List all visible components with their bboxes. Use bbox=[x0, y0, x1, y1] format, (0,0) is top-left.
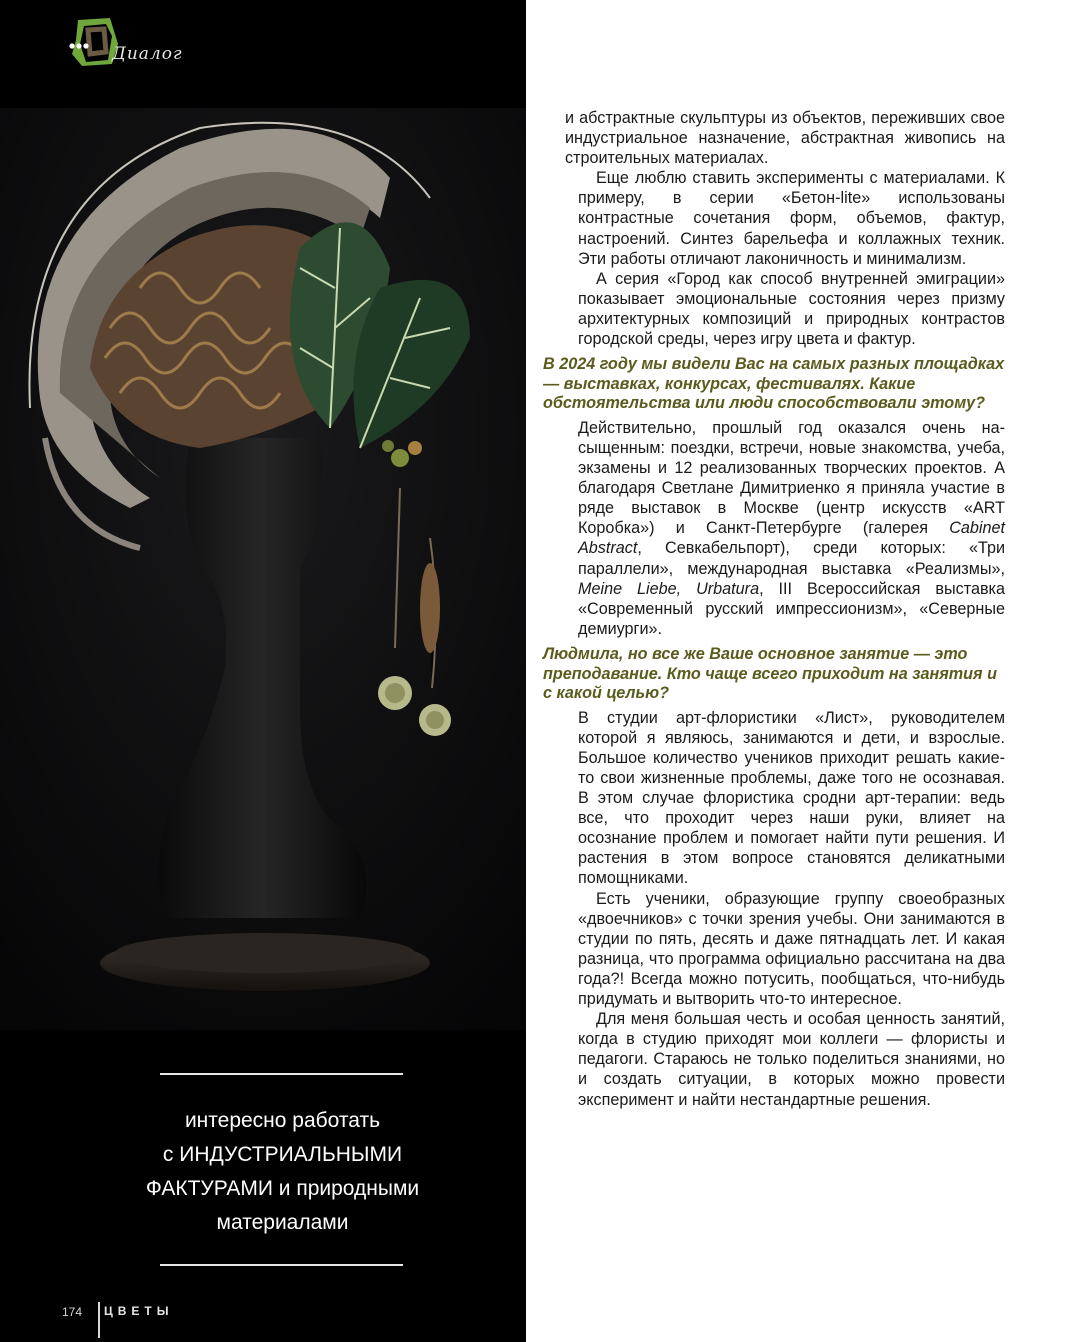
magazine-name: ЦВЕТЫ bbox=[104, 1304, 174, 1318]
caption-bottom-rule bbox=[160, 1264, 403, 1266]
footer-divider bbox=[98, 1302, 100, 1338]
headpiece-photo bbox=[0, 108, 526, 1030]
section-logo bbox=[66, 14, 206, 70]
pull-quote-line: ФАКТУРАМИ и природными bbox=[145, 1177, 420, 1200]
italic-run: Cabinet Abstract bbox=[578, 519, 1005, 558]
caption-top-rule bbox=[160, 1073, 403, 1075]
left-photo-panel bbox=[0, 0, 526, 1342]
page-footer bbox=[62, 1302, 282, 1328]
section-title: Диалог bbox=[112, 44, 183, 64]
pull-quote-line: интересно работать bbox=[184, 1109, 381, 1132]
paragraph: и абстрактные скульптуры из объектов, переживших свое индустриальное назначение, абстрактная живопись на строительных материалах. bbox=[565, 109, 1005, 168]
pull-quote-line: материалами bbox=[216, 1211, 349, 1234]
paragraph: Еще люблю ставить эксперименты с материалами. К примеру, в серии «Бетон-lite» использованы контрастные сочетания форм, объемов, фактур, настроений. Синтез барельефа и коллажных техник. Эти работы отличают лаконичность и минимализм. bbox=[578, 169, 1005, 268]
pull-quote-line: с ИНДУСТРИАЛЬНЫМИ bbox=[162, 1143, 403, 1166]
italic-run: Meine Liebe, Urbatura bbox=[578, 579, 760, 598]
paragraph: Есть ученики, образующие группу своеобразных «двоечников» с точки зрения учебы. Они занимаются в студии по пять, десять и даже пятнадцать лет. И какая разница, что программа официально рассчитана на два года?! Всегда можно потусить, пообщаться, что-нибудь придумать и вытворить что-то интересное. bbox=[578, 889, 1005, 1009]
paragraph bbox=[578, 418, 1005, 639]
interview-question: Людмила, но все же Ваше основное занятие — это преподавание. Кто чаще всего приходит на занятия и с какой целью? bbox=[543, 644, 997, 703]
interview-question: В 2024 году мы видели Вас на самых разных площадках — выставках, конкурсах, фестивалях. Какие обстоятельства или люди способствовали этому? bbox=[543, 355, 1005, 413]
text-run: , III Всероссийская выставка «Современный русский импрессионизм», «Северные демиурги». bbox=[578, 579, 1005, 638]
text-run: Действительно, прошлый год оказался очень насыщенным: поездки, встречи, новые знакомства, учеба, экзамены и 12 реализованных творческих проектов. А благодаря Светлане Димитриенко я приняла участие в ряде выставок в Москве (центр искусств «ART Коробка») и Санкт-Петербурге (галерея bbox=[578, 418, 1005, 538]
page-number: 174 bbox=[62, 1305, 83, 1319]
paragraph: Для меня большая честь и особая ценность занятий, когда в студию приходят мои коллеги — флористы и педагоги. Стараюсь не только поделиться знаниями, но и создать ситуации, в которых можно провести эксперимент и найти нестандартные решения. bbox=[578, 1010, 1005, 1109]
paragraph: В студии арт-флористики «Лист», руководителем которой я являюсь, занимаются и дети, и взрослые. Большое количество учеников приходит решать какие-то свои жизненные проблемы, даже того не осознавая. В этом случае флористика сродни арт-терапии: ведь все, что проходит через наши руки, влияет на осознание проблем и помогает найти пути решения. И растения в этом вопросе становятся деликатными помощниками. bbox=[578, 708, 1005, 888]
article-column bbox=[543, 108, 1005, 1110]
text-run: , Севкабельпорт), среди которых: «Три параллели», международная выставка «Реализмы», bbox=[578, 539, 1005, 578]
headpiece-on-mannequin-icon bbox=[0, 108, 526, 1030]
paragraph: А серия «Город как способ внутренней эмиграции» показывает эмоциональные состояния через призму архитектурных композиций и природных контрастов городской среды, через игру цвета и фактур. bbox=[578, 269, 1005, 349]
pull-quote bbox=[90, 1104, 475, 1240]
